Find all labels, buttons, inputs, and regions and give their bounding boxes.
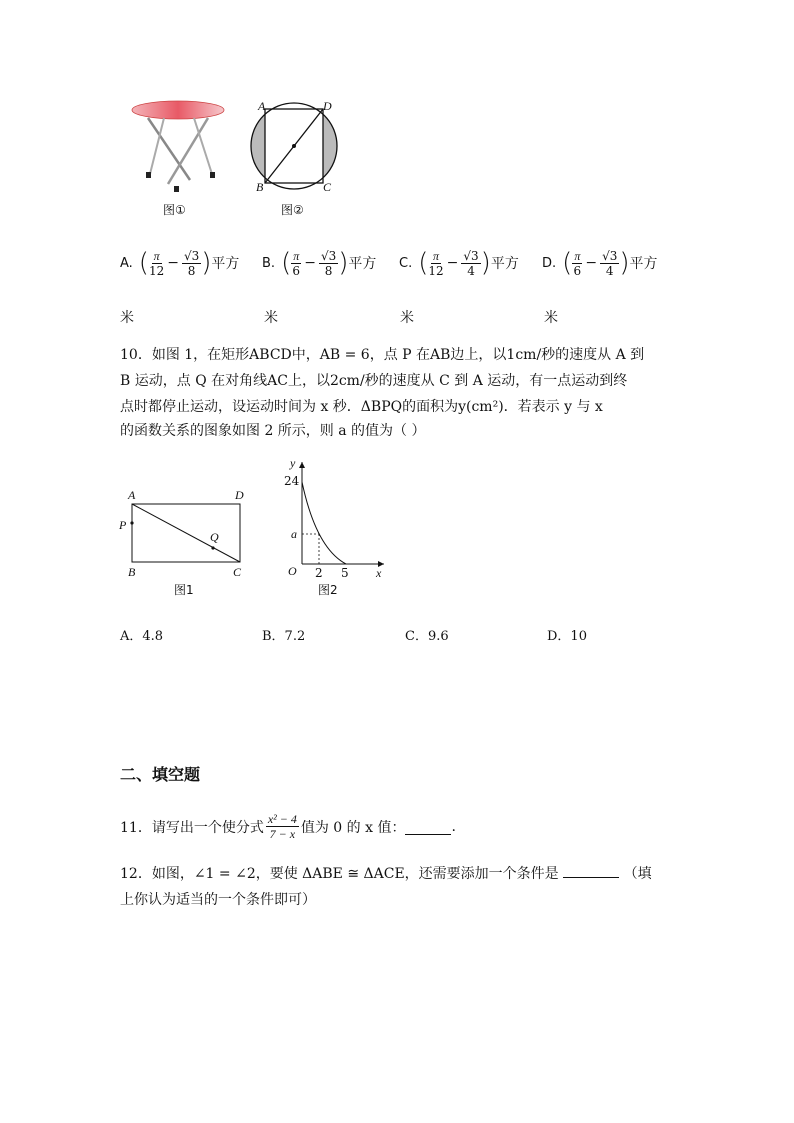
q11-fraction: $\frac{\text{x² − 4}}{7 - x}$ (267, 812, 297, 841)
rect-label-P: P (119, 518, 127, 532)
q11-prefix: 11．请写出一个使分式 (120, 819, 264, 836)
sqrt-fraction: $\frac{√3}{8}$ (183, 248, 200, 278)
q11: 11．请写出一个使分式 $\frac{\text{x² − 4}}{7 - x}$ 值为 0 的 x 值： . (120, 812, 456, 841)
fig2-caption: 图② (281, 203, 304, 217)
q11-answer-blank[interactable] (405, 818, 451, 835)
q9-option-d-unit2: 米 (544, 310, 558, 326)
q10-line3: 点时都停止运动，设运动时间为 x 秒．ΔBPQ的面积为y(cm²)．若表示 y 与 x (120, 399, 603, 415)
q9-option-c-unit2: 米 (400, 310, 414, 326)
q11-suffix: 值为 0 的 x 值： (300, 819, 406, 836)
q10-fig2-caption: 图2 (318, 583, 338, 597)
q10-option-d[interactable]: D．10 (547, 629, 587, 644)
q12-answer-blank[interactable] (563, 863, 619, 878)
pi-fraction: $\frac{\pi}{12}$ (148, 248, 165, 278)
q9-option-c[interactable]: C. ( $\frac{\pi}{12}$ − $\frac{√3}{4}$ ) 平方 (399, 248, 519, 278)
q10-line4: 的函数关系的图象如图 2 所示，则 a 的值为（ ） (120, 423, 426, 439)
table-image (128, 98, 228, 198)
q12-line1: 12．如图，∠1 = ∠2，要使 ΔABE ≅ ΔACE，还需要添加一个条件是 （填 (120, 863, 652, 883)
q10-fig1-caption: 图1 (174, 583, 194, 597)
q9-option-b-unit2: 米 (264, 310, 278, 326)
q10-option-a[interactable]: A．4.8 (120, 629, 164, 644)
fig2-label-C: C (323, 180, 332, 194)
q9-option-d[interactable]: D. ( $\frac{\pi}{6}$ − $\frac{√3}{4}$ ) 平方 (542, 248, 658, 278)
q10-option-c[interactable]: C．9.6 (405, 629, 449, 644)
rect-label-C: C (233, 565, 242, 579)
option-letter: A. (120, 255, 133, 271)
q10-line2: B 运动，点 Q 在对角线AC上，以2cm/秒的速度从 C 到 A 运动，有一点运动到终 (120, 373, 628, 389)
q9-option-a[interactable]: A. ( $\frac{\pi}{12}$ − $\frac{√3}{8}$ ) 平方 (120, 248, 240, 278)
fig2-label-A: A (258, 99, 266, 113)
table-figure (128, 98, 228, 198)
rect-label-A: A (128, 488, 136, 502)
rect-label-Q: Q (210, 530, 219, 544)
q10-fig1 (120, 488, 250, 588)
fig2-label-B: B (256, 180, 264, 194)
graph-label-x: x (376, 566, 382, 580)
graph-label-24: 24 (284, 474, 300, 488)
q9-option-a-unit2: 米 (120, 310, 134, 326)
graph-label-2: 2 (315, 566, 323, 580)
q12-line2: 上你认为适当的一个条件即可） (120, 892, 316, 908)
graph-label-a: a (291, 527, 297, 541)
fig1-caption: 图① (163, 203, 186, 217)
fig2-label-D: D (323, 99, 332, 113)
rect-label-D: D (235, 488, 244, 502)
rectangle-diagram (120, 488, 250, 588)
graph-label-5: 5 (341, 566, 349, 580)
graph-label-y: y (290, 456, 296, 470)
rect-label-B: B (128, 565, 136, 579)
q10-line1: 10．如图 1，在矩形ABCD中，AB = 6，点 P 在AB边上，以1cm/秒的速度从 A 到 (120, 347, 645, 363)
section-title: 二、填空题 (120, 765, 201, 784)
graph-label-O: O (288, 564, 297, 578)
q10-option-b[interactable]: B．7.2 (262, 629, 306, 644)
q9-option-b[interactable]: B. ( $\frac{\pi}{6}$ − $\frac{√3}{8}$ ) 平方 (262, 248, 377, 278)
